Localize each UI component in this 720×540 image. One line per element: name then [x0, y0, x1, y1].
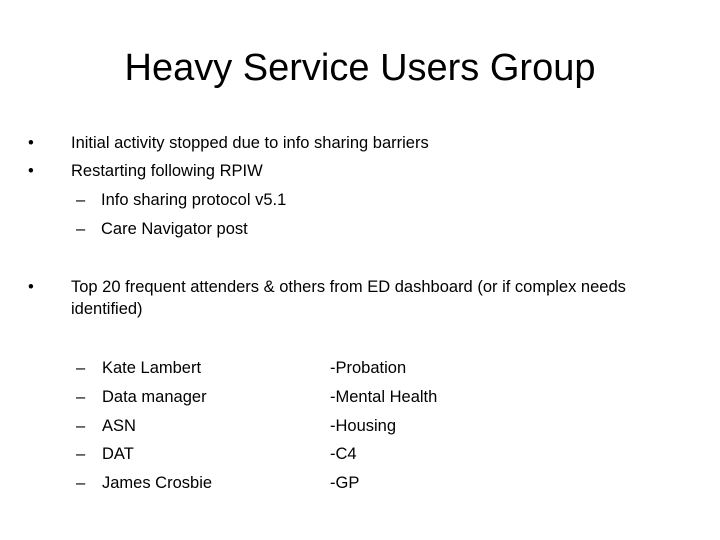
member-marker: – [76, 417, 86, 435]
member-marker: – [76, 388, 86, 406]
member-service: -Mental Health [330, 388, 438, 406]
member-marker: – [76, 474, 86, 492]
bullet-text: Initial activity stopped due to info sharing barriers [71, 134, 429, 152]
member-service: -GP [330, 474, 360, 492]
member-marker: – [76, 445, 86, 463]
member-name: James Crosbie [102, 474, 213, 492]
bullet-marker: • [28, 278, 34, 296]
sub-bullet-text: Info sharing protocol v5.1 [101, 191, 287, 209]
member-marker: – [76, 359, 86, 377]
sub-bullet-text: Care Navigator post [101, 220, 248, 238]
sub-bullet-marker: – [76, 220, 86, 238]
bullet-marker: • [28, 134, 34, 152]
member-service: -Housing [330, 417, 397, 435]
bullet-text: Restarting following RPIW [71, 162, 263, 180]
member-name: Kate Lambert [102, 359, 202, 377]
member-name: DAT [102, 445, 134, 463]
member-service: -C4 [330, 445, 357, 463]
member-service: -Probation [330, 359, 407, 377]
member-name: Data manager [102, 388, 207, 406]
sub-bullet-marker: – [76, 191, 86, 209]
member-name: ASN [102, 417, 136, 435]
bullet-text: Top 20 frequent attenders & others from ED dashboard (or if complex needs identified) [71, 278, 626, 318]
slide-title: Heavy Service Users Group [124, 47, 596, 89]
bullet-marker: • [28, 162, 34, 180]
